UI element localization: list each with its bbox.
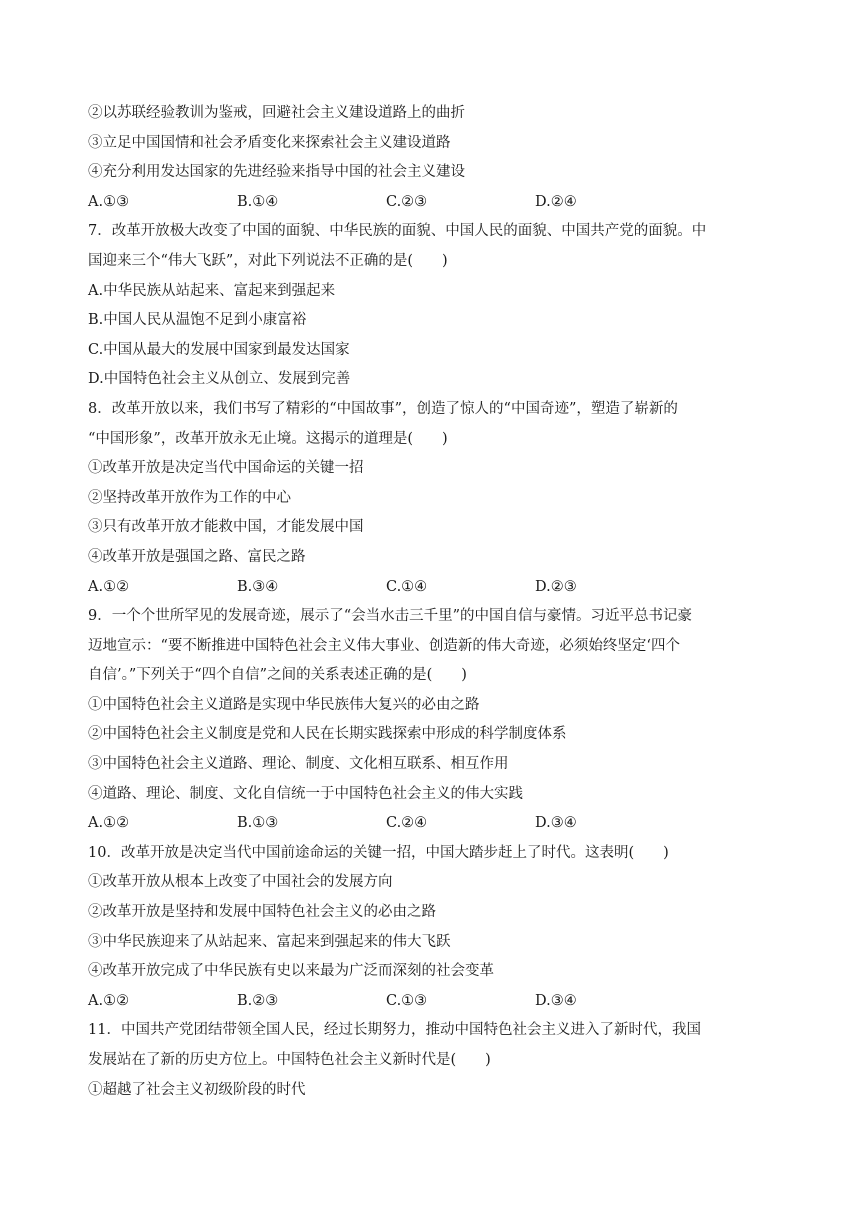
option-4: ④充分利用发达国家的先进经验来指导中国的社会主义建设 (88, 164, 465, 181)
question-8-choices (88, 573, 768, 603)
question-11-stem-cont: 发展站在了新的历史方位上。中国特色社会主义新时代是( ) (88, 1052, 491, 1068)
choice-b: B.①③ (237, 815, 279, 832)
question-8-option-2: ②坚持改革开放作为工作的中心 (88, 489, 291, 506)
choice-a: A.①② (88, 992, 130, 1009)
answer-choices (88, 188, 768, 218)
choice-b: B.②③ (237, 992, 279, 1009)
choice-d: D.②③ (535, 578, 577, 595)
question-10-option-1: ①改革开放从根本上改变了中国社会的发展方向 (88, 874, 393, 891)
question-11-option-1: ①超越了社会主义初级阶段的时代 (88, 1081, 306, 1098)
choice-a: A.①② (88, 815, 130, 832)
choice-b: B.①④ (237, 193, 279, 210)
option-3: ③立足中国国情和社会矛盾变化来探索社会主义建设道路 (88, 134, 451, 151)
question-8-option-4: ④改革开放是强国之路、富民之路 (88, 548, 306, 565)
question-8-stem: 8．改革开放以来，我们书写了精彩的“中国故事”，创造了惊人的“中国奇迹”，塑造了崭新的 (88, 400, 678, 417)
question-9-stem: 9．一个个世所罕见的发展奇迹，展示了“会当水击三千里”的中国自信与豪情。习近平总书记豪 (88, 608, 693, 625)
choice-b: B.③④ (237, 578, 279, 595)
question-9-stem-cont2: 自信’。”下列关于“四个自信”之间的关系表述正确的是( ) (88, 667, 467, 684)
question-9-option-3: ③中国特色社会主义道路、理论、制度、文化相互联系、相互作用 (88, 756, 509, 773)
question-7-option-d: D.中国特色社会主义从创立、发展到完善 (88, 371, 351, 388)
question-8-option-3: ③只有改革开放才能救中国，才能发展中国 (88, 519, 364, 536)
question-11-stem: 11．中国共产党团结带领全国人民，经过长期努力，推动中国特色社会主义进入了新时代，我国 (88, 1022, 701, 1039)
choice-c: C.①③ (386, 992, 428, 1009)
choice-c: C.②③ (386, 193, 428, 210)
document-content (88, 99, 768, 1105)
option-2: ②以苏联经验教训为鉴戒，回避社会主义建设道路上的曲折 (88, 105, 465, 121)
question-7-stem-cont: 国迎来三个“伟大飞跃”，对此下列说法不正确的是( ) (88, 252, 448, 269)
question-9-option-2: ②中国特色社会主义制度是党和人民在长期实践探索中形成的科学制度体系 (88, 726, 567, 743)
choice-d: D.③④ (535, 992, 577, 1009)
question-9-option-1: ①中国特色社会主义道路是实现中华民族伟大复兴的必由之路 (88, 696, 480, 713)
question-10-option-3: ③中华民族迎来了从站起来、富起来到强起来的伟大飞跃 (88, 933, 451, 950)
question-10-stem: 10．改革开放是决定当代中国前途命运的关键一招，中国大踏步赶上了时代。这表明( ) (88, 844, 669, 861)
question-7-option-b: B.中国人民从温饱不足到小康富裕 (88, 312, 307, 329)
question-7-option-a: A.中华民族从站起来、富起来到强起来 (88, 282, 336, 299)
question-10-option-4: ④改革开放完成了中华民族有史以来最为广泛而深刻的社会变革 (88, 963, 494, 980)
choice-c: C.②④ (386, 815, 428, 832)
question-10-choices (88, 987, 768, 1017)
question-8-stem-cont: “中国形象”，改革开放永无止境。这揭示的道理是( ) (88, 430, 448, 447)
choice-a: A.①③ (88, 193, 130, 210)
choice-a: A.①② (88, 578, 130, 595)
question-9-option-4: ④道路、理论、制度、文化自信统一于中国特色社会主义的伟大实践 (88, 785, 523, 802)
choice-d: D.②④ (535, 193, 577, 210)
question-9-stem-cont: 迈地宣示：“要不断推进中国特色社会主义伟大事业、创造新的伟大奇迹，必须始终坚定‘四个 (88, 637, 681, 654)
question-7-stem: 7．改革开放极大改变了中国的面貌、中华民族的面貌、中国人民的面貌、中国共产党的面貌。中 (88, 223, 707, 240)
choice-d: D.③④ (535, 815, 577, 832)
question-9-choices (88, 809, 768, 839)
question-7-option-c: C.中国从最大的发展中国家到最发达国家 (88, 341, 350, 358)
question-10-option-2: ②改革开放是坚持和发展中国特色社会主义的必由之路 (88, 904, 436, 921)
question-8-option-1: ①改革开放是决定当代中国命运的关键一招 (88, 460, 364, 477)
choice-c: C.①④ (386, 578, 428, 595)
